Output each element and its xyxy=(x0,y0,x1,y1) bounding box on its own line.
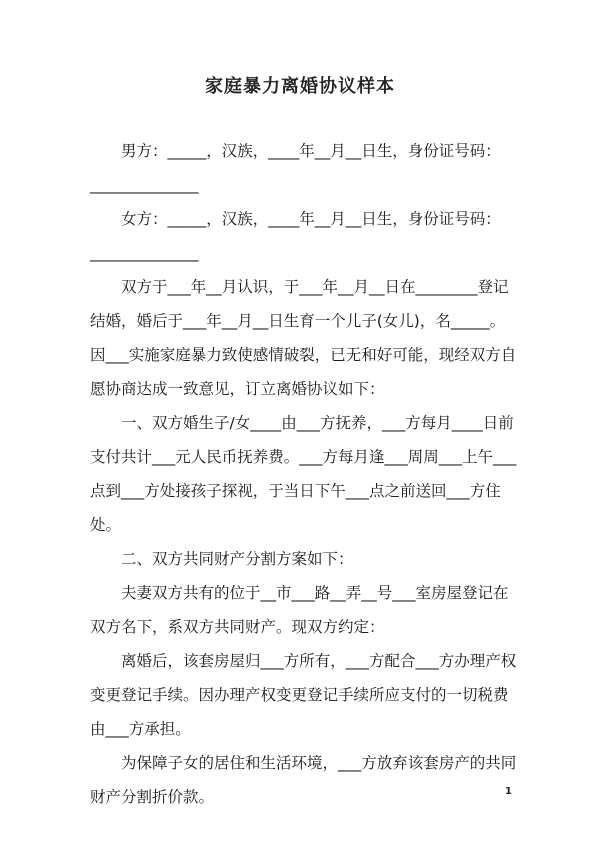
document-title: 家庭暴力离婚协议样本 xyxy=(205,76,395,97)
marriage-background-paragraph: 双方于___年__月认识，于___年__月__日在________登记结婚，婚后于___年__月__日生育一个儿子(女儿)，名_____。因___实施家庭暴力致使感情破裂，已无和好可能，现经双方自愿协商达成一致意见，订立离婚协议如下： xyxy=(90,278,517,398)
joint-property-paragraph: 夫妻双方共有的位于__市___路__弄__号___室房屋登记在双方名下，系双方共同财产。现双方约定： xyxy=(90,584,509,636)
child-custody-paragraph: 一、双方婚生子/女____由___方抚养，___方每月____日前支付共计___元人民币抚养费。___方每月逢___周周___上午___点到___方处接孩子探视，于当日下午___点之前送回___方住处。 xyxy=(90,414,517,534)
house-ownership-paragraph: 离婚后，该套房屋归___方所有，___方配合___方办理产权变更登记手续。因办理产权变更登记手续所应支付的一切税费由___方承担。 xyxy=(90,652,517,738)
page-number: 1 xyxy=(505,786,512,797)
female-id-blank: ______________ xyxy=(90,244,199,262)
male-party-line: 男方：_____，汉族，____年__月__日生，身份证号码： xyxy=(121,142,501,160)
female-party-line: 女方：_____，汉族，____年__月__日生，身份证号码： xyxy=(121,210,501,228)
property-division-heading: 二、双方共同财产分割方案如下： xyxy=(121,550,354,568)
male-id-blank: ______________ xyxy=(90,176,199,194)
document-body xyxy=(90,134,520,814)
child-residence-paragraph: 为保障子女的居住和生活环境，___方放弃该套房产的共同财产分割折价款。 xyxy=(90,754,517,806)
